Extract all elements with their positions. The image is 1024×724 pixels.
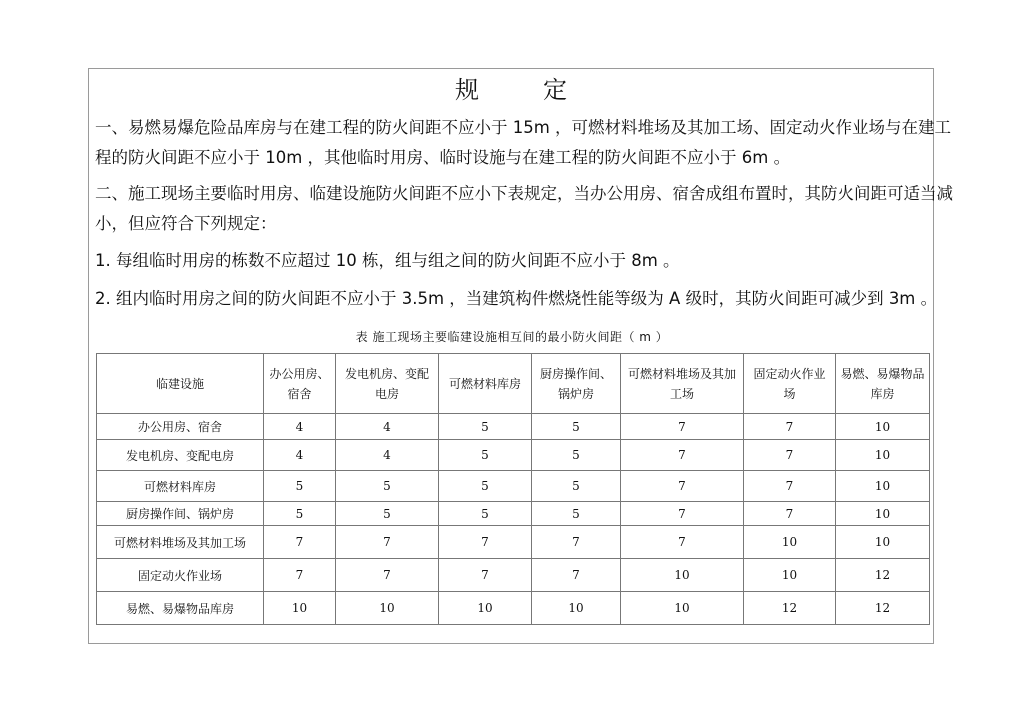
distance-cell: 5 bbox=[439, 471, 532, 502]
distance-cell: 10 bbox=[621, 592, 744, 625]
table-header-row bbox=[97, 354, 930, 414]
distance-cell: 10 bbox=[621, 559, 744, 592]
distance-cell: 10 bbox=[836, 414, 930, 440]
row-label: 发电机房、变配电房 bbox=[97, 440, 264, 471]
distance-cell: 7 bbox=[744, 502, 836, 526]
header-hazard-store: 易燃、易爆物品库房 bbox=[836, 354, 930, 414]
header-office: 办公用房、宿舍 bbox=[264, 354, 336, 414]
header-material-yard: 可燃材料堆场及其加工场 bbox=[621, 354, 744, 414]
distance-cell: 4 bbox=[336, 440, 439, 471]
paragraph-fire-distance-construction: 一、易燃易爆危险品库房与在建工程的防火间距不应小于 15m ，可燃材料堆场及其加工场、固定动火作业场与在建工程的防火间距不应小于 10m ，其他临时用房、临时设施与在建工程的防火间距不应小于 6m 。 bbox=[95, 118, 952, 167]
distance-cell: 5 bbox=[532, 502, 621, 526]
header-facility: 临建设施 bbox=[97, 354, 264, 414]
distance-cell: 5 bbox=[264, 471, 336, 502]
header-hot-work: 固定动火作业场 bbox=[744, 354, 836, 414]
distance-cell: 7 bbox=[439, 526, 532, 559]
distance-cell: 10 bbox=[836, 471, 930, 502]
header-material-store: 可燃材料库房 bbox=[439, 354, 532, 414]
row-label: 厨房操作间、锅炉房 bbox=[97, 502, 264, 526]
table-row bbox=[97, 559, 930, 592]
distance-cell: 10 bbox=[836, 440, 930, 471]
distance-cell: 5 bbox=[532, 440, 621, 471]
distance-cell: 7 bbox=[621, 502, 744, 526]
distance-cell: 10 bbox=[264, 592, 336, 625]
table-row bbox=[97, 526, 930, 559]
distance-cell: 5 bbox=[532, 471, 621, 502]
distance-cell: 7 bbox=[336, 526, 439, 559]
distance-cell: 5 bbox=[439, 502, 532, 526]
distance-cell: 7 bbox=[439, 559, 532, 592]
distance-cell: 5 bbox=[336, 471, 439, 502]
page-title bbox=[0, 70, 1024, 105]
distance-cell: 10 bbox=[439, 592, 532, 625]
distance-cell: 10 bbox=[532, 592, 621, 625]
table-row bbox=[97, 471, 930, 502]
distance-cell: 5 bbox=[439, 440, 532, 471]
table-caption: 表 施工现场主要临建设施相互间的最小防火间距（ m ） bbox=[355, 330, 669, 344]
distance-cell: 7 bbox=[744, 414, 836, 440]
row-label: 固定动火作业场 bbox=[97, 559, 264, 592]
fire-distance-table bbox=[96, 353, 930, 625]
table-row bbox=[97, 440, 930, 471]
distance-cell: 7 bbox=[744, 471, 836, 502]
distance-cell: 5 bbox=[532, 414, 621, 440]
distance-cell: 4 bbox=[264, 414, 336, 440]
distance-cell: 7 bbox=[532, 559, 621, 592]
paragraph-temporary-buildings: 二、施工现场主要临时用房、临建设施防火间距不应小下表规定，当办公用房、宿舍成组布置时，其防火间距可适当减小，但应符合下列规定： bbox=[95, 184, 953, 233]
distance-cell: 10 bbox=[744, 559, 836, 592]
title-char-right: 定 bbox=[543, 76, 569, 104]
distance-cell: 7 bbox=[621, 471, 744, 502]
distance-cell: 10 bbox=[336, 592, 439, 625]
rule-item-1: 1. 每组临时用房的栋数不应超过 10 栋，组与组之间的防火间距不应小于 8m 。 bbox=[95, 251, 680, 270]
distance-cell: 4 bbox=[336, 414, 439, 440]
distance-cell: 12 bbox=[836, 559, 930, 592]
distance-cell: 5 bbox=[439, 414, 532, 440]
distance-cell: 10 bbox=[836, 526, 930, 559]
distance-cell: 5 bbox=[336, 502, 439, 526]
distance-cell: 10 bbox=[836, 502, 930, 526]
distance-cell: 7 bbox=[264, 559, 336, 592]
header-generator: 发电机房、变配电房 bbox=[336, 354, 439, 414]
table-row bbox=[97, 592, 930, 625]
header-kitchen: 厨房操作间、锅炉房 bbox=[532, 354, 621, 414]
distance-cell: 12 bbox=[744, 592, 836, 625]
distance-cell: 7 bbox=[336, 559, 439, 592]
row-label: 易燃、易爆物品库房 bbox=[97, 592, 264, 625]
distance-cell: 7 bbox=[532, 526, 621, 559]
row-label: 可燃材料库房 bbox=[97, 471, 264, 502]
distance-cell: 4 bbox=[264, 440, 336, 471]
rule-item-2: 2. 组内临时用房之间的防火间距不应小于 3.5m ，当建筑构件燃烧性能等级为 A 级时，其防火间距可减少到 3m 。 bbox=[95, 289, 938, 308]
table-row bbox=[97, 502, 930, 526]
distance-cell: 7 bbox=[621, 526, 744, 559]
distance-cell: 7 bbox=[621, 414, 744, 440]
row-label: 办公用房、宿舍 bbox=[97, 414, 264, 440]
row-label: 可燃材料堆场及其加工场 bbox=[97, 526, 264, 559]
title-char-left: 规 bbox=[455, 76, 481, 104]
distance-cell: 7 bbox=[621, 440, 744, 471]
distance-cell: 10 bbox=[744, 526, 836, 559]
table-row bbox=[97, 414, 930, 440]
distance-cell: 7 bbox=[744, 440, 836, 471]
distance-cell: 7 bbox=[264, 526, 336, 559]
distance-cell: 12 bbox=[836, 592, 930, 625]
distance-cell: 5 bbox=[264, 502, 336, 526]
